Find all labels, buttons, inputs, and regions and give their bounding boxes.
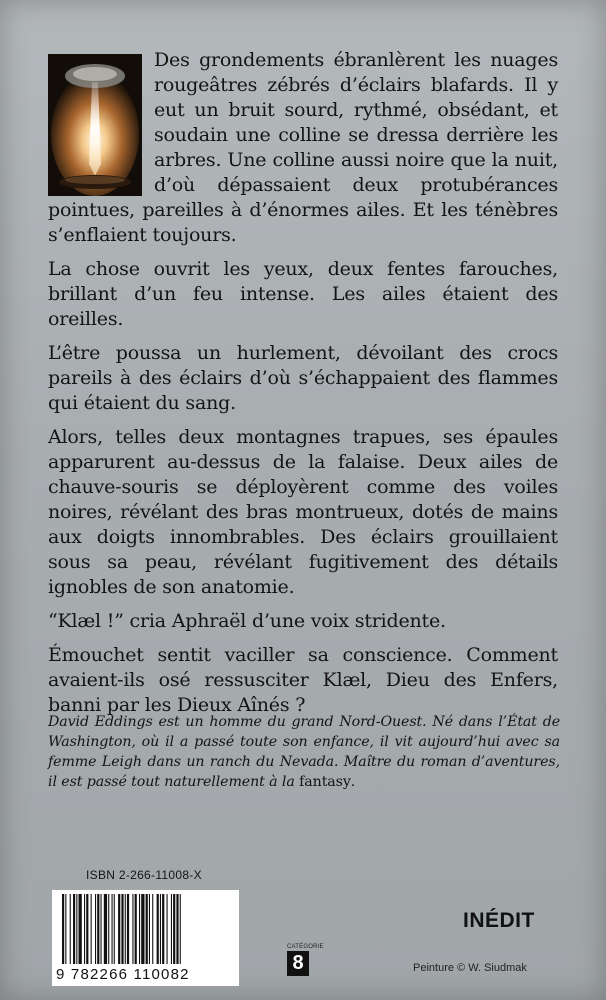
blurb-paragraph-3: L’être poussa un hurlement, dévoilant des crocs pareils à des éclairs d’où s’échappaient des flammes qui étaient du sang. [48, 342, 558, 414]
barcode-bar [65, 894, 66, 964]
barcode-bar [79, 894, 82, 964]
category-label: CATÉGORIE [287, 944, 324, 950]
barcode-bar [173, 894, 175, 964]
barcode-bar [162, 894, 164, 964]
image-spacer [48, 48, 154, 198]
barcode-bar [114, 894, 115, 964]
isbn-label: ISBN 2-266-11008-X [86, 868, 202, 882]
blurb-paragraph-6: Émouchet sentit vaciller sa conscience. Comment avaient-ils osé ressusciter Klæl, Dieu des Enfers, banni par les Dieux Aînés ? [48, 644, 558, 716]
author-bio-end: . [350, 774, 356, 790]
barcode-bar [73, 894, 75, 964]
blurb-paragraph-5: “Klæl !” cria Aphraël d’une voix stridente. [48, 610, 446, 632]
barcode [52, 890, 239, 986]
illustration-credit: Peinture © W. Siudmak [413, 962, 527, 974]
barcode-bar [125, 894, 126, 964]
barcode-bar [149, 894, 150, 964]
barcode-bar [180, 894, 181, 964]
category-number: 8 [287, 951, 309, 976]
barcode-bar [91, 894, 92, 964]
barcode-bar [152, 894, 153, 964]
barcode-bar [135, 894, 137, 964]
barcode-bar [132, 894, 133, 964]
barcode-bar [86, 894, 88, 964]
barcode-bar [157, 894, 159, 964]
blurb-paragraph-1: Des grondements ébranlèrent les nuages rougeâtres zébrés d’éclairs blafards. Il y eut un bruit sourd, rythmé, obsédant, et soudain une colline se dressa derrière les arbres. Une colline aussi noire que la nuit, d’où dépassaient deux protubérances pointues, pareilles à d’énormes ailes. Et les ténèbres s’enflaient toujours. [48, 49, 558, 246]
barcode-bar [171, 894, 172, 964]
barcode-bar [118, 894, 120, 964]
barcode-bar [127, 894, 129, 964]
barcode-bar [108, 894, 109, 964]
barcode-bar [139, 894, 140, 964]
blurb-text [48, 48, 558, 727]
barcode-bar [141, 894, 144, 964]
barcode-bar [167, 894, 168, 964]
category-box [287, 944, 324, 978]
barcode-bar [97, 894, 99, 964]
barcode-bar [160, 894, 161, 964]
barcode-bar [146, 894, 148, 964]
barcode-bar [76, 894, 77, 964]
barcode-bar [104, 894, 107, 964]
inedit-badge: INÉDIT [463, 909, 535, 932]
barcode-bar [95, 894, 96, 964]
barcode-bar [176, 894, 178, 964]
barcode-bar [62, 894, 64, 964]
blurb-paragraph-2: La chose ouvrit les yeux, deux fentes farouches, brillant d’un feu intense. Les ailes étaient des oreilles. [48, 258, 558, 330]
blurb-paragraph-4: Alors, telles deux montagnes trapues, ses épaules apparurent au-dessus de la falaise. Deux ailes de chauve-souris se déployèrent comme des voiles noires, révélant des bras montrueux, dotés de mains aux doigts innombrables. Des éclairs grouillaient sous sa peau, révélant fugitivement des détails ignobles de son anatomie. [48, 426, 558, 598]
author-bio-text: David Eddings est un homme du grand Nord-Ouest. Né dans l’État de Washington, où il a passé toute son enfance, il vit aujourd’hui avec sa femme Leigh dans un ranch du Nevada. Maître du roman d’aventures, il est passé tout naturellement à la [48, 714, 560, 790]
barcode-bar [121, 894, 123, 964]
barcode-digits: 9 782266 110082 [56, 966, 190, 983]
barcode-bar [70, 894, 71, 964]
barcode-bar [101, 894, 102, 964]
barcode-bars [58, 894, 234, 966]
author-bio-genre: fantasy [299, 774, 351, 790]
barcode-bar [84, 894, 85, 964]
author-bio [48, 712, 560, 792]
barcode-bar [112, 894, 113, 964]
